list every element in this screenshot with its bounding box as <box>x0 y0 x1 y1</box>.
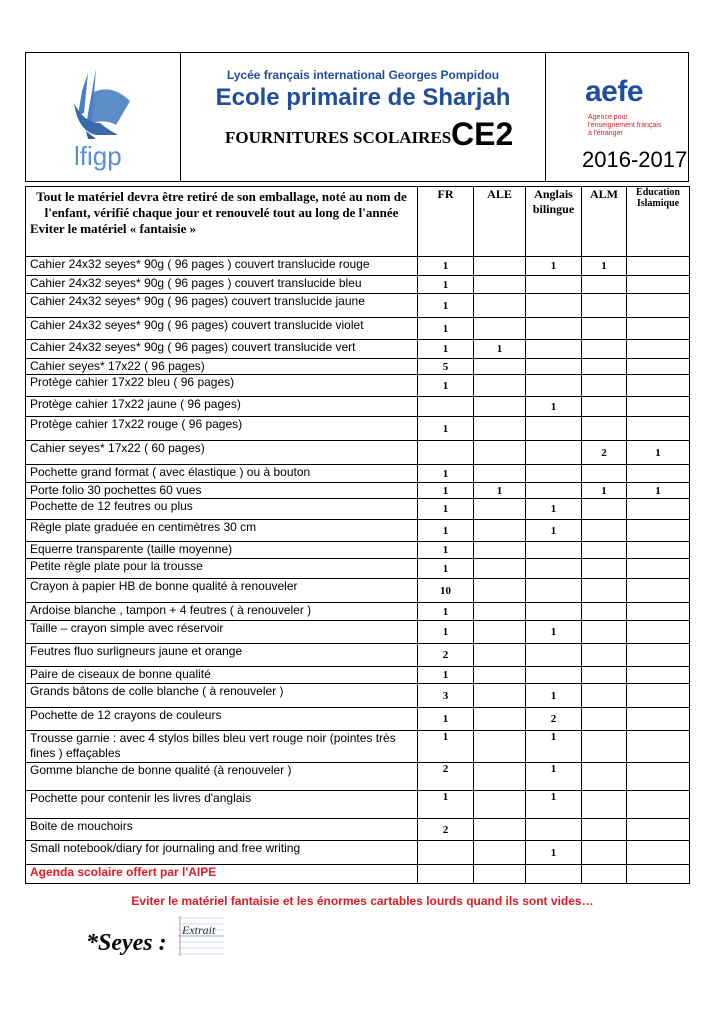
qty-alm <box>582 819 627 841</box>
qty-ale <box>474 441 526 465</box>
qty-ale <box>474 684 526 708</box>
qty-anglais: 1 <box>526 763 582 791</box>
qty-alm <box>582 294 627 318</box>
qty-fr: 1 <box>418 318 474 340</box>
qty-anglais: 1 <box>526 791 582 819</box>
item-label: Cahier 24x32 seyes* 90g ( 96 pages ) couvert translucide bleu <box>26 276 418 294</box>
qty-alm <box>582 318 627 340</box>
qty-alm <box>582 375 627 397</box>
qty-ei <box>627 542 690 559</box>
qty-ale <box>474 731 526 763</box>
qty-alm <box>582 731 627 763</box>
item-label: Cahier 24x32 seyes* 90g ( 96 pages) couvert translucide violet <box>26 318 418 340</box>
qty-ale <box>474 708 526 731</box>
qty-fr: 1 <box>418 791 474 819</box>
school-year: 2016-2017 <box>582 147 688 172</box>
table-row <box>26 708 690 731</box>
qty-fr: 10 <box>418 579 474 603</box>
qty-anglais <box>526 644 582 667</box>
table-row <box>26 667 690 684</box>
qty-anglais <box>526 559 582 579</box>
item-label: Crayon à papier HB de bonne qualité à renouveler <box>26 579 418 603</box>
item-label: Protège cahier 17x22 bleu ( 96 pages) <box>26 375 418 397</box>
table-row <box>26 579 690 603</box>
qty-ei <box>627 644 690 667</box>
qty-alm <box>582 684 627 708</box>
qty-ei <box>627 841 690 865</box>
qty-anglais <box>526 483 582 499</box>
item-label: Protège cahier 17x22 rouge ( 96 pages) <box>26 417 418 441</box>
supplies-table-wrap <box>25 186 689 884</box>
qty-ei <box>627 340 690 359</box>
qty-fr: 1 <box>418 708 474 731</box>
school-name-line: Lycée français international Georges Pompidou <box>226 68 500 82</box>
item-label: Cahier 24x32 seyes* 90g ( 96 pages) couvert translucide vert <box>26 340 418 359</box>
qty-anglais <box>526 340 582 359</box>
qty-anglais <box>526 603 582 621</box>
qty-alm <box>582 542 627 559</box>
col-header-education-islamique: Education Islamique <box>627 187 690 257</box>
qty-ale <box>474 417 526 441</box>
item-label: Pochette pour contenir les livres d'anglais <box>26 791 418 819</box>
qty-anglais <box>526 276 582 294</box>
school-title: Ecole primaire de Sharjah <box>215 84 511 111</box>
table-row <box>26 559 690 579</box>
qty-alm <box>582 340 627 359</box>
qty-ale <box>474 465 526 483</box>
aefe-tagline: Agence pour l'enseignement français à l'étranger <box>588 114 662 137</box>
qty-ei <box>627 276 690 294</box>
col-header-anglais: Anglais bilingue <box>526 187 582 257</box>
table-row <box>26 644 690 667</box>
table-row <box>26 763 690 791</box>
school-logo-cell <box>26 53 181 181</box>
item-label: Pochette grand format ( avec élastique ) ou à bouton <box>26 465 418 483</box>
qty-ei <box>627 731 690 763</box>
item-label: Feutres fluo surligneurs jaune et orange <box>26 644 418 667</box>
qty-anglais <box>526 865 582 884</box>
table-row <box>26 294 690 318</box>
qty-ale: 1 <box>474 483 526 499</box>
qty-ale <box>474 559 526 579</box>
qty-ale <box>474 257 526 276</box>
qty-alm <box>582 841 627 865</box>
qty-ei: 1 <box>627 441 690 465</box>
qty-alm <box>582 397 627 417</box>
qty-alm: 2 <box>582 441 627 465</box>
qty-fr <box>418 441 474 465</box>
qty-fr: 1 <box>418 621 474 644</box>
qty-ei <box>627 397 690 417</box>
table-row <box>26 520 690 542</box>
qty-alm <box>582 865 627 884</box>
instructions-header <box>26 187 418 257</box>
table-row <box>26 483 690 499</box>
qty-anglais <box>526 318 582 340</box>
qty-ale <box>474 542 526 559</box>
qty-ale <box>474 359 526 375</box>
qty-anglais: 1 <box>526 397 582 417</box>
qty-ei <box>627 708 690 731</box>
qty-anglais <box>526 819 582 841</box>
table-row <box>26 397 690 417</box>
item-label: Pochette de 12 feutres ou plus <box>26 499 418 520</box>
qty-ei <box>627 819 690 841</box>
qty-alm <box>582 603 627 621</box>
qty-ale <box>474 520 526 542</box>
item-label: Cahier 24x32 seyes* 90g ( 96 pages) couvert translucide jaune <box>26 294 418 318</box>
qty-ale <box>474 397 526 417</box>
col-header-ale: ALE <box>474 187 526 257</box>
qty-fr: 5 <box>418 359 474 375</box>
agenda-row <box>26 865 690 884</box>
qty-fr: 2 <box>418 763 474 791</box>
item-label: Paire de ciseaux de bonne qualité <box>26 667 418 684</box>
aefe-logo: aefe <box>585 75 644 108</box>
qty-anglais <box>526 441 582 465</box>
table-row <box>26 257 690 276</box>
table-row <box>26 375 690 397</box>
agenda-note: Agenda scolaire offert par l'AIPE <box>26 865 418 884</box>
table-row <box>26 791 690 819</box>
qty-fr: 1 <box>418 499 474 520</box>
school-logo-icon <box>26 53 181 181</box>
qty-anglais <box>526 375 582 397</box>
qty-fr: 1 <box>418 276 474 294</box>
qty-ale <box>474 791 526 819</box>
table-row <box>26 276 690 294</box>
qty-anglais: 1 <box>526 257 582 276</box>
qty-ei: 1 <box>627 483 690 499</box>
qty-fr: 1 <box>418 667 474 684</box>
qty-alm <box>582 579 627 603</box>
item-label: Protège cahier 17x22 jaune ( 96 pages) <box>26 397 418 417</box>
item-label: Petite règle plate pour la trousse <box>26 559 418 579</box>
item-label: Règle plate graduée en centimètres 30 cm <box>26 520 418 542</box>
qty-fr: 1 <box>418 294 474 318</box>
table-row <box>26 359 690 375</box>
qty-ei <box>627 791 690 819</box>
qty-ale: 1 <box>474 340 526 359</box>
qty-ale <box>474 603 526 621</box>
qty-ale <box>474 841 526 865</box>
item-label: Grands bâtons de colle blanche ( à renouveler ) <box>26 684 418 708</box>
qty-alm <box>582 621 627 644</box>
qty-ei <box>627 579 690 603</box>
table-row <box>26 731 690 763</box>
qty-ale <box>474 499 526 520</box>
qty-alm <box>582 559 627 579</box>
qty-fr: 2 <box>418 819 474 841</box>
partner-cell <box>546 53 688 181</box>
table-row <box>26 318 690 340</box>
seyes-ruling-sample <box>178 912 224 956</box>
qty-ei <box>627 499 690 520</box>
qty-anglais <box>526 465 582 483</box>
qty-ei <box>627 318 690 340</box>
item-label: Gomme blanche de bonne qualité (à renouveler ) <box>26 763 418 791</box>
supplies-table <box>25 186 690 884</box>
qty-ale <box>474 318 526 340</box>
item-label: Cahier seyes* 17x22 ( 60 pages) <box>26 441 418 465</box>
col-header-fr: FR <box>418 187 474 257</box>
table-row <box>26 441 690 465</box>
qty-ei <box>627 294 690 318</box>
qty-alm <box>582 667 627 684</box>
qty-ei <box>627 621 690 644</box>
qty-anglais: 1 <box>526 621 582 644</box>
grade-label: CE2 <box>451 116 514 152</box>
qty-ale <box>474 621 526 644</box>
item-label: Trousse garnie : avec 4 stylos billes bleu vert rouge noir (pointes très fines ) effaçables <box>26 731 418 763</box>
qty-fr: 1 <box>418 417 474 441</box>
qty-alm: 1 <box>582 257 627 276</box>
qty-ei <box>627 559 690 579</box>
qty-alm: 1 <box>582 483 627 499</box>
qty-fr: 2 <box>418 644 474 667</box>
qty-ei <box>627 375 690 397</box>
col-header-alm: ALM <box>582 187 627 257</box>
qty-ale <box>474 579 526 603</box>
seyes-label: *Seyes : <box>86 930 167 956</box>
table-row <box>26 542 690 559</box>
table-row <box>26 684 690 708</box>
qty-ale <box>474 819 526 841</box>
qty-fr: 1 <box>418 559 474 579</box>
qty-ei <box>627 359 690 375</box>
qty-ei <box>627 865 690 884</box>
table-row <box>26 340 690 359</box>
table-body <box>26 257 690 884</box>
qty-anglais <box>526 359 582 375</box>
qty-fr: 3 <box>418 684 474 708</box>
qty-alm <box>582 465 627 483</box>
qty-ei <box>627 417 690 441</box>
footer-warning: Eviter le matériel fantaisie et les énormes cartables lourds quand ils sont vides… <box>131 894 594 908</box>
qty-anglais <box>526 294 582 318</box>
qty-anglais: 1 <box>526 520 582 542</box>
table-row <box>26 621 690 644</box>
qty-fr: 1 <box>418 375 474 397</box>
table-row <box>26 841 690 865</box>
seyes-sample-word: Extrait <box>182 923 216 937</box>
qty-ale <box>474 865 526 884</box>
qty-alm <box>582 417 627 441</box>
qty-ei <box>627 465 690 483</box>
item-label: Cahier 24x32 seyes* 90g ( 96 pages ) couvert translucide rouge <box>26 257 418 276</box>
qty-alm <box>582 708 627 731</box>
item-label: Cahier seyes* 17x22 ( 96 pages) <box>26 359 418 375</box>
supplies-title: FOURNITURES SCOLAIRES <box>225 128 452 147</box>
qty-ale <box>474 644 526 667</box>
qty-fr: 1 <box>418 340 474 359</box>
qty-anglais: 1 <box>526 499 582 520</box>
qty-ei <box>627 520 690 542</box>
qty-fr <box>418 397 474 417</box>
qty-ei <box>627 257 690 276</box>
qty-ei <box>627 684 690 708</box>
qty-alm <box>582 359 627 375</box>
qty-ei <box>627 763 690 791</box>
table-header-row <box>26 187 690 257</box>
school-title-cell <box>181 53 546 181</box>
table-row <box>26 603 690 621</box>
qty-alm <box>582 520 627 542</box>
qty-fr: 1 <box>418 603 474 621</box>
qty-alm <box>582 276 627 294</box>
qty-fr <box>418 865 474 884</box>
qty-alm <box>582 763 627 791</box>
qty-anglais: 1 <box>526 684 582 708</box>
table-row <box>26 819 690 841</box>
qty-fr: 1 <box>418 257 474 276</box>
qty-fr: 1 <box>418 542 474 559</box>
item-label: Boite de mouchoirs <box>26 819 418 841</box>
table-row <box>26 417 690 441</box>
qty-anglais: 2 <box>526 708 582 731</box>
item-label: Taille – crayon simple avec réservoir <box>26 621 418 644</box>
qty-fr <box>418 841 474 865</box>
item-label: Pochette de 12 crayons de couleurs <box>26 708 418 731</box>
qty-alm <box>582 499 627 520</box>
svg-text:lfigp: lfigp <box>74 141 122 171</box>
qty-ale <box>474 294 526 318</box>
qty-ei <box>627 667 690 684</box>
item-label: Small notebook/diary for journaling and free writing <box>26 841 418 865</box>
table-row <box>26 499 690 520</box>
qty-ale <box>474 375 526 397</box>
qty-anglais <box>526 417 582 441</box>
qty-anglais <box>526 667 582 684</box>
item-label: Equerre transparente (taille moyenne) <box>26 542 418 559</box>
item-label: Ardoise blanche , tampon + 4 feutres ( à renouveler ) <box>26 603 418 621</box>
qty-ale <box>474 667 526 684</box>
item-label: Porte folio 30 pochettes 60 vues <box>26 483 418 499</box>
qty-fr: 1 <box>418 731 474 763</box>
table-row <box>26 465 690 483</box>
qty-anglais: 1 <box>526 731 582 763</box>
qty-anglais <box>526 542 582 559</box>
header-box <box>25 52 689 182</box>
avoid-fantasy-text: Eviter le matériel « fantaisie » <box>30 221 197 236</box>
qty-alm <box>582 644 627 667</box>
qty-fr: 1 <box>418 520 474 542</box>
qty-anglais <box>526 579 582 603</box>
qty-alm <box>582 791 627 819</box>
qty-ale <box>474 763 526 791</box>
qty-ale <box>474 276 526 294</box>
qty-fr: 1 <box>418 465 474 483</box>
qty-anglais: 1 <box>526 841 582 865</box>
instructions-text: Tout le matériel devra être retiré de son emballage, noté au nom de l'enfant, vérifié chaque jour et renouvelé tout au long de l'année <box>36 189 407 220</box>
qty-fr: 1 <box>418 483 474 499</box>
qty-ei <box>627 603 690 621</box>
